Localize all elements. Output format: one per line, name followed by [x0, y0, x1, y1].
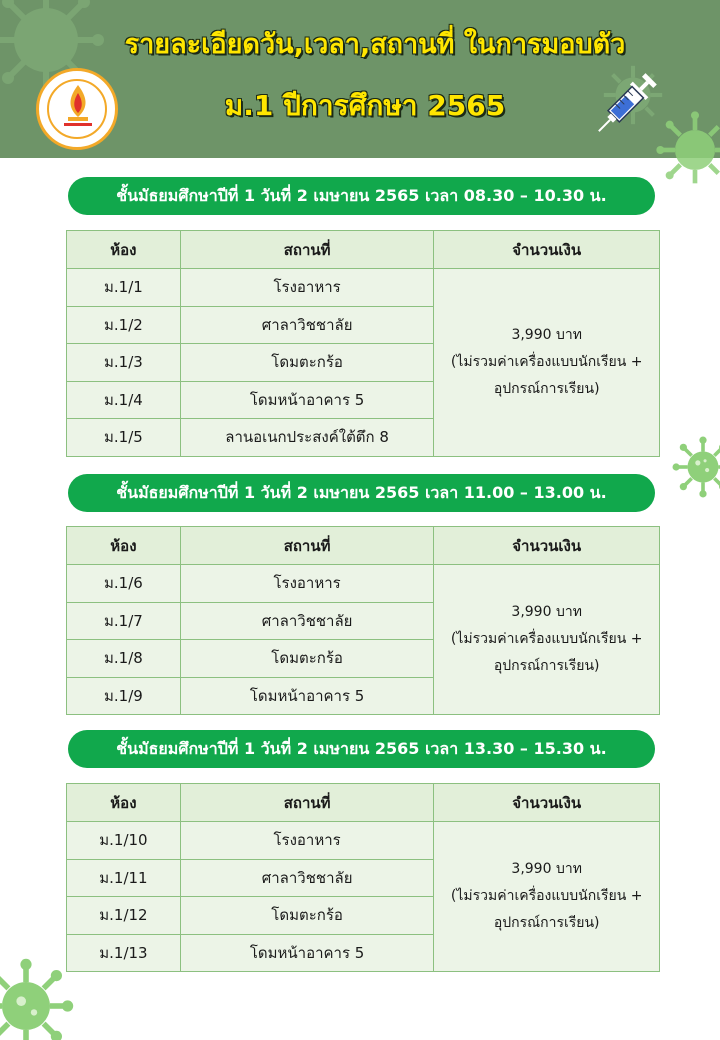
schedule-table [66, 783, 660, 972]
room-cell: ม.1/2 [67, 306, 181, 344]
column-header-room: ห้อง [67, 784, 181, 822]
place-cell: โรงอาหาร [180, 822, 434, 860]
fee-note-line1: (ไม่รวมค่าเครื่องแบบนักเรียน + [450, 888, 643, 904]
place-cell: ลานอเนกประสงค์ใต้ตึก 8 [180, 419, 434, 457]
session-banner: ชั้นมัธยมศึกษาปีที่ 1 วันที่ 2 เมษายน 2565 เวลา 11.00 – 13.00 น. [68, 474, 655, 512]
syringe-icon [588, 66, 662, 144]
fee-cell [434, 565, 660, 715]
column-header-amount: จำนวนเงิน [434, 527, 660, 565]
fee-note-line1: (ไม่รวมค่าเครื่องแบบนักเรียน + [450, 353, 643, 370]
column-header-amount: จำนวนเงิน [434, 231, 660, 269]
room-cell: ม.1/9 [67, 677, 181, 715]
place-cell: โดมตะกร้อ [180, 897, 434, 935]
virus-icon [0, 958, 74, 1040]
fee-amount: 3,990 บาท [511, 604, 582, 620]
place-cell: โดมหน้าอาคาร 5 [180, 934, 434, 972]
schedule-table [66, 230, 660, 457]
column-header-room: ห้อง [67, 231, 181, 269]
room-cell: ม.1/11 [67, 859, 181, 897]
page-title-line2: ม.1 ปีการศึกษา 2565 [224, 89, 506, 122]
table-row [67, 565, 660, 603]
room-cell: ม.1/8 [67, 640, 181, 678]
room-cell: ม.1/6 [67, 565, 181, 603]
session-banner: ชั้นมัธยมศึกษาปีที่ 1 วันที่ 2 เมษายน 2565 เวลา 08.30 – 10.30 น. [68, 177, 655, 215]
place-cell: ศาลาวิชชาลัย [180, 859, 434, 897]
table-header-row [67, 527, 660, 565]
column-header-place: สถานที่ [180, 784, 434, 822]
fee-note-line1: (ไม่รวมค่าเครื่องแบบนักเรียน + [450, 631, 643, 647]
place-cell: โดมตะกร้อ [180, 344, 434, 382]
table-row [67, 269, 660, 307]
column-header-place: สถานที่ [180, 527, 434, 565]
room-cell: ม.1/4 [67, 381, 181, 419]
room-cell: ม.1/10 [67, 822, 181, 860]
room-cell: ม.1/5 [67, 419, 181, 457]
page-header [0, 0, 720, 158]
place-cell: ศาลาวิชชาลัย [180, 602, 434, 640]
schedule-table [66, 526, 660, 715]
fee-note-line2: อุปกรณ์การเรียน) [493, 658, 600, 674]
room-cell: ม.1/13 [67, 934, 181, 972]
fee-amount: 3,990 บาท [511, 861, 582, 877]
room-cell: ม.1/12 [67, 897, 181, 935]
fee-cell [434, 269, 660, 457]
column-header-amount: จำนวนเงิน [434, 784, 660, 822]
column-header-room: ห้อง [67, 527, 181, 565]
virus-icon [655, 110, 720, 190]
fee-note-line2: อุปกรณ์การเรียน) [493, 915, 600, 931]
place-cell: โรงอาหาร [180, 565, 434, 603]
place-cell: โดมหน้าอาคาร 5 [180, 677, 434, 715]
table-header-row [67, 231, 660, 269]
fee-cell [434, 822, 660, 972]
room-cell: ม.1/3 [67, 344, 181, 382]
school-emblem-icon [36, 68, 118, 150]
room-cell: ม.1/7 [67, 602, 181, 640]
table-row [67, 822, 660, 860]
fee-note-line2: อุปกรณ์การเรียน) [493, 380, 600, 397]
fee-amount: 3,990 บาท [511, 326, 582, 343]
place-cell: โดมหน้าอาคาร 5 [180, 381, 434, 419]
virus-icon [672, 436, 720, 498]
column-header-place: สถานที่ [180, 231, 434, 269]
place-cell: โรงอาหาร [180, 269, 434, 307]
session-banner: ชั้นมัธยมศึกษาปีที่ 1 วันที่ 2 เมษายน 2565 เวลา 13.30 – 15.30 น. [68, 730, 655, 768]
place-cell: โดมตะกร้อ [180, 640, 434, 678]
table-header-row [67, 784, 660, 822]
place-cell: ศาลาวิชชาลัย [180, 306, 434, 344]
page-title-line1: รายละเอียดวัน,เวลา,สถานที่ ในการมอบตัว [124, 29, 626, 60]
room-cell: ม.1/1 [67, 269, 181, 307]
